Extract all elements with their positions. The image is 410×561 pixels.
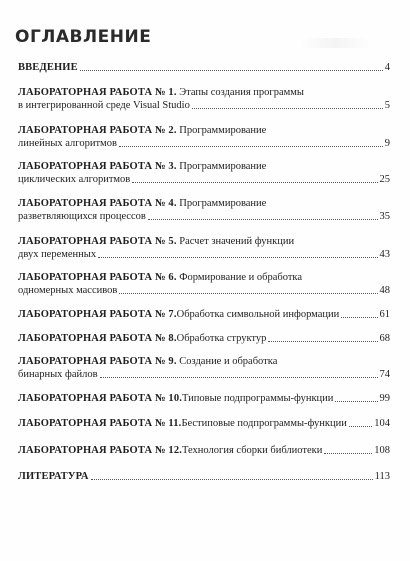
toc-entry-title: Бестиповые подпрограммы-функции — [181, 418, 347, 429]
toc-entry-line — [18, 470, 390, 483]
toc-entry-line-1 — [18, 86, 390, 99]
toc-entry-title-cont: двух переменных — [18, 249, 97, 260]
dot-leader — [341, 317, 377, 318]
toc-entry-line-2 — [18, 210, 390, 223]
dot-leader — [192, 108, 383, 109]
toc-entry-heading: ЛАБОРАТОРНАЯ РАБОТА № 9. — [18, 356, 177, 367]
toc-entry-lab-6 — [18, 271, 390, 297]
toc-entry-heading: ЛАБОРАТОРНАЯ РАБОТА № 7. — [18, 309, 177, 320]
dot-leader — [335, 401, 377, 402]
toc-entry-lab-10 — [18, 392, 390, 405]
toc-entry-lab-11 — [18, 417, 390, 430]
toc-page-number: 113 — [374, 471, 390, 482]
dot-leader — [91, 479, 373, 480]
toc-entry-line-1 — [18, 355, 390, 368]
toc-entry-title-cont: циклических алгоритмов — [18, 174, 131, 185]
toc-entry-line-2 — [18, 368, 390, 381]
dot-leader — [119, 293, 377, 294]
toc-entry-heading: ЛАБОРАТОРНАЯ РАБОТА № 6. — [18, 272, 177, 283]
toc-entry-title: Этапы создания программы — [176, 87, 304, 98]
toc-entry-heading: ЛАБОРАТОРНАЯ РАБОТА № 4. — [18, 198, 177, 209]
toc-entry-line-2 — [18, 248, 390, 261]
toc-entry-heading: ЛАБОРАТОРНАЯ РАБОТА № 3. — [18, 161, 177, 172]
toc-entry-line — [18, 61, 390, 74]
toc-entry-introduction — [18, 61, 390, 74]
toc-entry-heading: ЛАБОРАТОРНАЯ РАБОТА № 5. — [18, 236, 177, 247]
toc-page-number: 99 — [379, 393, 390, 404]
toc-entry-lab-3 — [18, 160, 390, 186]
toc-entry-title: Расчет значений функции — [176, 236, 295, 247]
toc-entry-line — [18, 417, 390, 430]
dot-leader — [148, 219, 378, 220]
toc-entry-lab-4 — [18, 197, 390, 223]
toc-entry-line-2 — [18, 137, 390, 150]
dot-leader — [119, 146, 383, 147]
toc-entry-line — [18, 308, 390, 321]
toc-entry-title: Обработка символьной информации — [176, 309, 340, 320]
toc-entry-title-cont: одномерных массивов — [18, 285, 118, 296]
toc-entry-line-1 — [18, 160, 390, 173]
toc-entry-lab-12 — [18, 444, 390, 457]
toc-entry-heading: ЛАБОРАТОРНАЯ РАБОТА № 2. — [18, 125, 177, 136]
toc-entry-lab-7 — [18, 308, 390, 321]
toc-page-number: 4 — [384, 62, 390, 73]
toc-entry-heading: ЛИТЕРАТУРА — [18, 471, 89, 482]
dot-leader — [324, 453, 372, 454]
toc-entry-title: Формирование и обработка — [176, 272, 303, 283]
toc-entry-line-2 — [18, 99, 390, 112]
toc-page-number: 25 — [379, 174, 390, 185]
toc-entry-title: Программирование — [176, 198, 267, 209]
dot-leader — [98, 257, 377, 258]
toc-entry-references — [18, 470, 390, 483]
dot-leader — [80, 70, 383, 71]
toc-entry-line — [18, 444, 390, 457]
toc-entry-line-2 — [18, 173, 390, 186]
toc-entry-heading: ЛАБОРАТОРНАЯ РАБОТА № 12. — [18, 445, 183, 456]
faint-bleed-through — [300, 38, 370, 48]
toc-entry-lab-5 — [18, 235, 390, 261]
dot-leader — [100, 377, 378, 378]
toc-entry-title-cont: бинарных файлов — [18, 369, 98, 380]
toc-page-number: 48 — [379, 285, 390, 296]
dot-leader — [349, 426, 372, 427]
toc-page-number: 74 — [379, 369, 390, 380]
toc-page-number: 5 — [384, 100, 390, 111]
toc-entry-lab-2 — [18, 124, 390, 150]
toc-page-number: 9 — [384, 138, 390, 149]
toc-entry-heading: ЛАБОРАТОРНАЯ РАБОТА № 11. — [18, 418, 182, 429]
toc-entry-title-cont: в интегрированной среде Visual Studio — [18, 100, 190, 111]
toc-page-number: 61 — [379, 309, 390, 320]
toc-entry-lab-8 — [18, 332, 390, 345]
toc-entry-heading: ЛАБОРАТОРНАЯ РАБОТА № 1. — [18, 87, 177, 98]
toc-entry-line-1 — [18, 235, 390, 248]
toc-entry-title: Создание и обработка — [176, 356, 278, 367]
toc-entry-heading: ВВЕДЕНИЕ — [18, 62, 78, 73]
toc-entry-heading: ЛАБОРАТОРНАЯ РАБОТА № 10. — [18, 393, 183, 404]
toc-page-number: 68 — [379, 333, 390, 344]
toc-entry-line-1 — [18, 197, 390, 210]
toc-entry-title: Программирование — [176, 125, 267, 136]
dot-leader — [132, 182, 377, 183]
toc-page-number: 108 — [374, 445, 390, 456]
toc-entry-line-1 — [18, 271, 390, 284]
toc-entry-heading: ЛАБОРАТОРНАЯ РАБОТА № 8. — [18, 333, 177, 344]
toc-entry-lab-1 — [18, 86, 390, 112]
dot-leader — [268, 341, 377, 342]
toc-page-number: 35 — [379, 211, 390, 222]
toc-page-number: 104 — [374, 418, 390, 429]
toc-entry-line-2 — [18, 284, 390, 297]
toc-entry-lab-9 — [18, 355, 390, 381]
toc-entry-title: Программирование — [176, 161, 267, 172]
toc-entry-title: Типовые подпрограммы-функции — [182, 393, 334, 404]
toc-entry-line-1 — [18, 124, 390, 137]
page-title: ОГЛАВЛЕНИЕ — [15, 27, 152, 47]
toc-entry-line — [18, 332, 390, 345]
toc-page-number: 43 — [379, 249, 390, 260]
toc-entry-title-cont: линейных алгоритмов — [18, 138, 117, 149]
toc-entry-title: Технология сборки библиотеки — [182, 445, 323, 456]
toc-entry-line — [18, 392, 390, 405]
toc-entry-title-cont: разветвляющихся процессов — [18, 211, 146, 222]
toc-entry-title: Обработка структур — [176, 333, 267, 344]
